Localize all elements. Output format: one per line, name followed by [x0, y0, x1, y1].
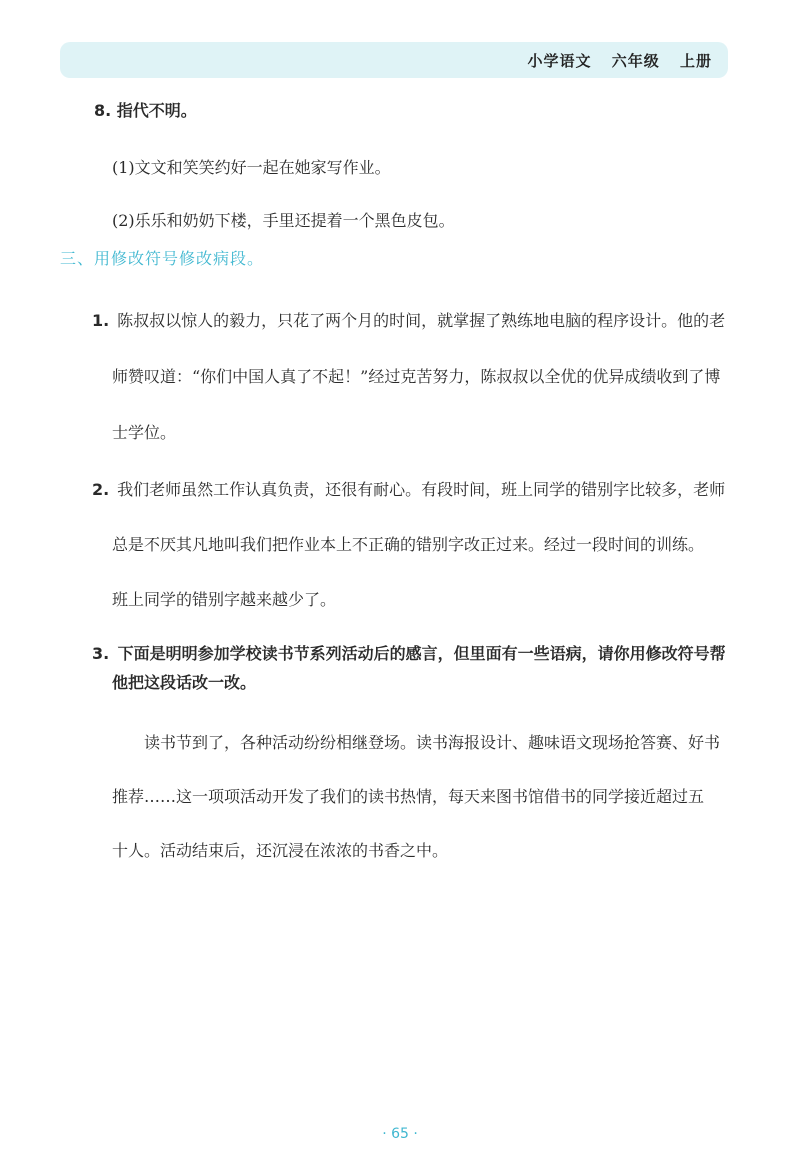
header-grade: 六年级 [611, 52, 660, 70]
q2-line-2: 总是不厌其凡地叫我们把作业本上不正确的错别字改正过来。经过一段时间的训练。 [112, 535, 705, 554]
section-heading: 三、用修改符号修改病段。 [60, 249, 265, 268]
q2-line-3: 班上同学的错别字越来越少了。 [112, 590, 337, 609]
header-bar [60, 42, 728, 78]
q3-passage-line-2: 推荐……这一项项活动开发了我们的读书热情，每天来图书馆借书的同学接近超过五 [112, 787, 705, 806]
item8-title-line [94, 98, 197, 121]
item8-sub2: (2)乐乐和奶奶下楼，手里还提着一个黑色皮包。 [112, 211, 455, 230]
item8-number: 8. [94, 101, 112, 120]
q1-number: 1. [92, 311, 110, 330]
header-text [527, 50, 712, 71]
page-number: · 65 · [382, 1126, 418, 1142]
item8-title: 指代不明。 [116, 101, 197, 120]
q3-passage-line-1: 读书节到了，各种活动纷纷相继登场。读书海报设计、趣味语文现场抢答赛、好书 [144, 733, 721, 752]
q1-line-2: 师赞叹道：“你们中国人真了不起！”经过克苦努力，陈叔叔以全优的优异成绩收到了博 [112, 367, 721, 386]
header-subject: 小学语文 [527, 52, 592, 70]
q2-text-1: 我们老师虽然工作认真负责，还很有耐心。有段时间，班上同学的错别字比较多，老师 [117, 480, 726, 499]
q3-number: 3. [92, 644, 110, 663]
item8-sub1: (1)文文和笑笑约好一起在她家写作业。 [112, 158, 391, 177]
q3-prompt-line-1 [92, 641, 726, 664]
q2-line-1 [92, 477, 725, 500]
q2-number: 2. [92, 480, 110, 499]
header-volume: 上册 [679, 52, 712, 70]
q1-line-1 [92, 308, 725, 331]
q1-text-1: 陈叔叔以惊人的毅力，只花了两个月的时间，就掌握了熟练地电脑的程序设计。他的老 [117, 311, 726, 330]
q1-line-3: 士学位。 [112, 423, 177, 442]
q3-prompt-line-2: 他把这段话改一改。 [112, 673, 257, 692]
q3-prompt-text-1: 下面是明明参加学校读书节系列活动后的感言，但里面有一些语病，请你用修改符号帮 [117, 644, 726, 663]
q3-passage-line-3: 十人。活动结束后，还沉浸在浓浓的书香之中。 [112, 841, 449, 860]
